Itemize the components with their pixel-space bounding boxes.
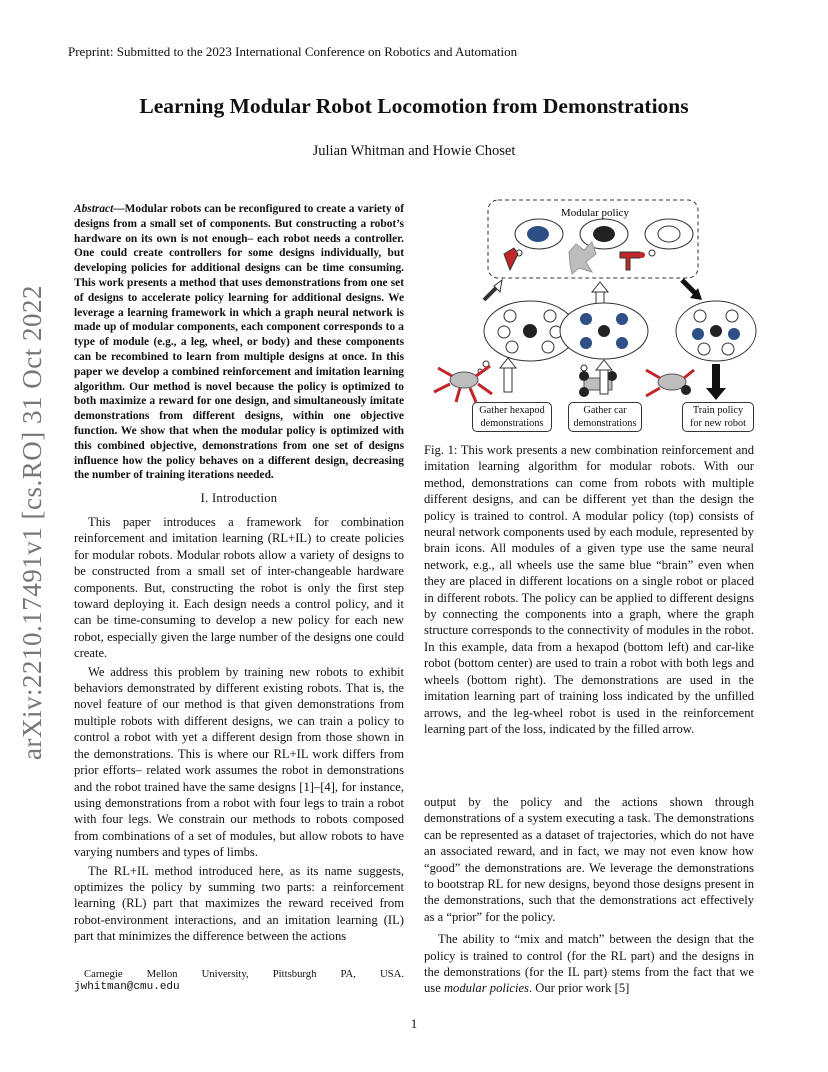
label-car: Gather car demonstrations [568, 402, 642, 432]
car-robot-icon [579, 371, 617, 397]
cloud-wheel-icon [645, 219, 693, 256]
intro-paragraph-1: This paper introduces a framework for combination reinforcement and imitation learning (RL+IL) to create policies for modular robots. Modular robots allow a variety of designs to be constructed from a small set of inter-changeable hardware components. But, constructing the robot is only the first step toward deploying it. Each design needs a control policy, and it can be time-consuming to develop a new policy for each new robot, especially given the large number of the designs one could create. [74, 515, 404, 661]
cloud-body-icon [580, 219, 628, 249]
figure-graphic [424, 196, 758, 434]
leg-wheel-module-icon [620, 252, 640, 270]
rl-arrow-top [682, 280, 696, 294]
abstract-text: Modular robots can be reconfigured to create a variety of designs from a small set of components. But constructing a robot’s hardware on its own is not enough– each robot needs a controller. One could create controllers for some designs individually, but developing policies for additional designs can be time consuming. This work presents a method that uses demonstrations from one set of designs to accelerate policy learning for additional designs. We leverage a learning framework in which a graph neural network is made up of modular components, each component corresponds to a type of module (e.g., a leg, wheel, or body) and these components can be recombined to learn from multiple designs at once. In this paper we develop a combined reinforcement and imitation learning algorithm. Our method is novel because the policy is optimized to both maximize a reward for one design, and simultaneously imitate demonstrations from different designs, within one objective function. We show that when the modular policy is optimized with this combined objective, demonstrations from one set of designs influence how the policy behaves on a different design, decreasing the number of training iterations needed. [74, 203, 404, 482]
footnote-email: jwhitman@cmu.edu [74, 981, 180, 993]
label-new-robot: Train policy for new robot [682, 402, 754, 432]
section-heading: I. Introduction [200, 491, 278, 505]
footnote [74, 968, 404, 994]
abstract-label: Abstract [74, 203, 114, 215]
intro-paragraph-3: The RL+IL method introduced here, as its name suggests, optimizes the policy by summing two parts: a reinforcement learning (RL) part that maximizes the reward received from robot-environment interactions, and an imitation learning (IL) part that minimizes the difference between the actions [74, 863, 404, 944]
right-paragraph-2: The ability to “mix and match” between the design that the policy is trained to control (for the RL part) and the designs in the demonstrations (for the IL part) stems from the fact that we use modular policies. Our prior work [5] [424, 932, 754, 996]
footnote-affiliation: Carnegie Mellon University, Pittsburgh PA, USA. [84, 968, 404, 980]
preprint-header: Preprint: Submitted to the 2023 International Conference on Robotics and Automation [68, 44, 518, 59]
page-number: 1 [410, 1016, 418, 1031]
hexapod-robot-icon [434, 366, 492, 402]
figure-1 [424, 196, 758, 434]
authors: Julian Whitman and Howie Choset [312, 143, 516, 159]
abstract: Abstract—Modular robots can be reconfigured to create a variety of designs from a small set of components. But constructing a robot’s hardware on its own is not enough– each robot needs a controller. One could create controllers for some designs individually, but developing policies for additional designs can be time consuming. This work presents a method that uses demonstrations from one set of designs to accelerate policy learning for additional designs. We leverage a learning framework in which a graph neural network is made up of modular components, each component corresponds to a type of module (e.g., a leg, wheel, or body) and these components can be recombined to learn from multiple designs at once. In this paper we develop a combined reinforcement and imitation learning algorithm. Our method is novel because the policy is optimized to both maximize a reward for one design, and simultaneously imitate demonstrations from different designs, within one objective function. We show that when the modular policy is optimized with this combined objective, demonstrations from one set of designs influence how the policy behaves on a different design, decreasing the number of training iterations needed. [74, 203, 404, 482]
imitation-arrow-hexapod [504, 366, 512, 392]
intro-paragraph-2: We address this problem by training new robots to exhibit behaviors demonstrated by different existing robots. That is, the novel feature of our method is that given demonstrations from multiple robots with different designs, we can train a policy to control a robot with yet a different design from those shown in the demonstrations. This is where our RL+IL work differs from prior efforts– related work assumes the robot in demonstrations and the robot trained have the same designs [1]–[4], for instance, using demonstrations from a robot with four legs to train a robot with four legs. We constrain our methods to robots composed from combinations of a set of modules, but allow robots to have varying numbers and types of limbs. [74, 664, 404, 860]
intro-body [74, 514, 404, 945]
legwheel-policy-cloud [676, 301, 756, 361]
body-module-icon [569, 242, 596, 274]
legwheel-robot-icon [646, 370, 694, 396]
leg-module-icon [504, 248, 518, 270]
imitation-arrow-car [600, 368, 608, 394]
rl-arrow-bottom [712, 364, 720, 388]
right-paragraph-1: output by the policy and the actions shown through demonstrations of a system executing a task. The demonstrations can be represented as a dataset of trajectories, which do not have an associated reward, and in fact, we may not even know how “good” the demonstrations are. We leverage the demonstrations to bootstrap RL for new designs, beyond those designs present in the demonstrations, such that the demonstrations act effectively as a “prior” for the policy. [424, 795, 754, 924]
cloud-leg-icon [510, 219, 563, 262]
paper-title: Learning Modular Robot Locomotion from Demonstrations [139, 94, 689, 118]
right-body [424, 794, 754, 997]
arxiv-identifier: arXiv:2210.17491v1 [cs.RO] 31 Oct 2022 [17, 285, 47, 760]
policy-label: Modular policy [560, 207, 630, 219]
figure-caption: Fig. 1: This work presents a new combination reinforcement and imitation learning algorithm for modular robots. With our method, demonstrations can come from robots with multiple different designs, and can be different yet than the design the policy is trained to control. A modular policy (top) consists of neural network components used by each module, represented by brain icons. All modules of a given type use the same neural network, e.g., all wheels use the same blue “brain” even when they are placed in different locations on a single robot or placed in different robots. The policy can be applied to different designs by connecting the components into a graph, where the graph structure corresponds to the connectivity of modules in the robot. In this example, data from a hexapod (bottom left) and car-like robot (bottom center) are used to train a robot with both legs and wheels (bottom right). The demonstrations are used in the imitation learning part of training loss indicated by the unfilled arrows, and the leg-wheel robot is used in the reinforcement learning part of the loss, indicated by the filled arrow. [424, 443, 754, 736]
label-hexapod: Gather hexapod demonstrations [472, 402, 552, 432]
